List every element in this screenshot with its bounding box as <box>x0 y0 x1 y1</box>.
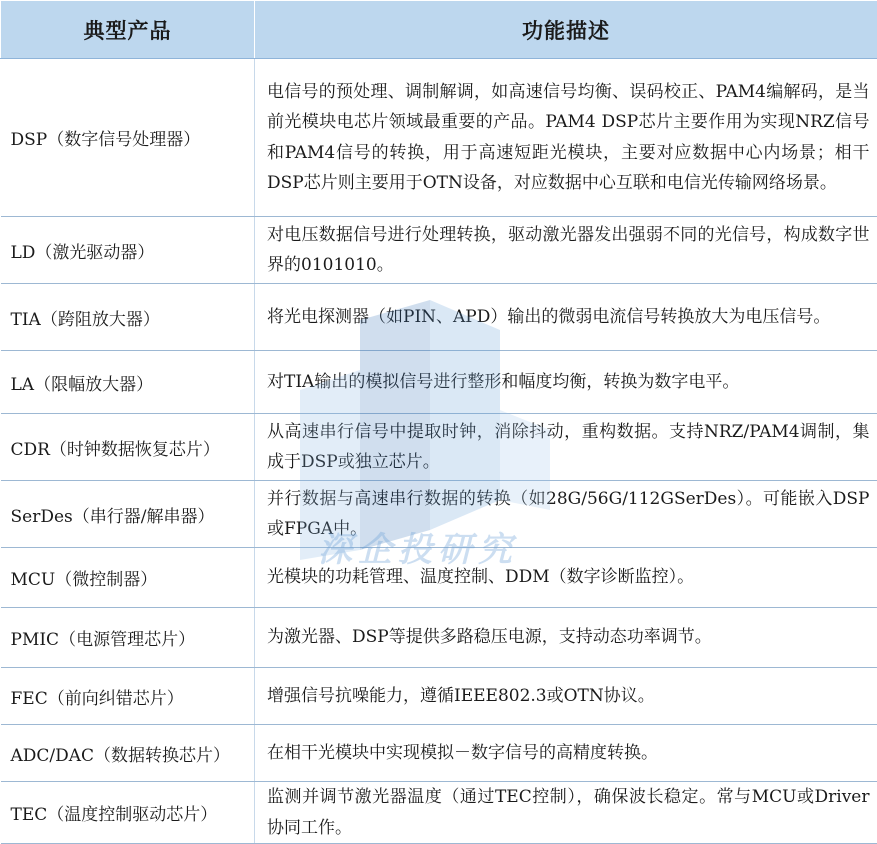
header-row <box>1 1 877 59</box>
table-row <box>1 351 877 414</box>
header-description: 功能描述 <box>255 1 877 59</box>
product-name: MCU（微控制器） <box>1 548 255 608</box>
table-row <box>1 608 877 668</box>
product-description: 对TIA输出的模拟信号进行整形和幅度均衡，转换为数字电平。 <box>255 351 877 414</box>
header-product: 典型产品 <box>1 1 255 59</box>
table-row <box>1 481 877 548</box>
table-row <box>1 284 877 351</box>
watermark-text: 深企投研究 <box>318 522 518 571</box>
product-description: 监测并调节激光器温度（通过TEC控制），确保波长稳定。常与MCU或Driver协同工作。 <box>255 782 877 844</box>
product-name: FEC（前向纠错芯片） <box>1 668 255 725</box>
table-row <box>1 668 877 725</box>
table-row <box>1 548 877 608</box>
product-description: 光模块的功耗管理、温度控制、DDM（数字诊断监控）。 <box>255 548 877 608</box>
product-name: DSP（数字信号处理器） <box>1 59 255 217</box>
product-description: 从高速串行信号中提取时钟，消除抖动，重构数据。支持NRZ/PAM4调制，集成于DSP或独立芯片。 <box>255 414 877 481</box>
product-description: 增强信号抗噪能力，遵循IEEE802.3或OTN协议。 <box>255 668 877 725</box>
product-description: 电信号的预处理、调制解调，如高速信号均衡、误码校正、PAM4编解码，是当前光模块电芯片领域最重要的产品。PAM4 DSP芯片主要作用为实现NRZ信号和PAM4信号的转换，用于高速短距光模块，主要对应数据中心内场景；相干DSP芯片则主要用于OTN设备，对应数据中心互联和电信光传输网络场景。 <box>255 59 877 217</box>
product-name: ADC/DAC（数据转换芯片） <box>1 725 255 782</box>
table-row <box>1 725 877 782</box>
product-description: 并行数据与高速串行数据的转换（如28G/56G/112GSerDes）。可能嵌入DSP或FPGA中。 <box>255 481 877 548</box>
product-name: TEC（温度控制驱动芯片） <box>1 782 255 844</box>
table-row <box>1 217 877 284</box>
product-name: LA（限幅放大器） <box>1 351 255 414</box>
product-name: PMIC（电源管理芯片） <box>1 608 255 668</box>
product-description: 将光电探测器（如PIN、APD）输出的微弱电流信号转换放大为电压信号。 <box>255 284 877 351</box>
table-row <box>1 782 877 844</box>
product-name: LD（激光驱动器） <box>1 217 255 284</box>
product-description: 为激光器、DSP等提供多路稳压电源，支持动态功率调节。 <box>255 608 877 668</box>
product-name: SerDes（串行器/解串器） <box>1 481 255 548</box>
product-description: 在相干光模块中实现模拟－数字信号的高精度转换。 <box>255 725 877 782</box>
product-description: 对电压数据信号进行处理转换，驱动激光器发出强弱不同的光信号，构成数字世界的0101010。 <box>255 217 877 284</box>
product-name: TIA（跨阻放大器） <box>1 284 255 351</box>
table-row <box>1 59 877 217</box>
table-row <box>1 414 877 481</box>
product-name: CDR（时钟数据恢复芯片） <box>1 414 255 481</box>
